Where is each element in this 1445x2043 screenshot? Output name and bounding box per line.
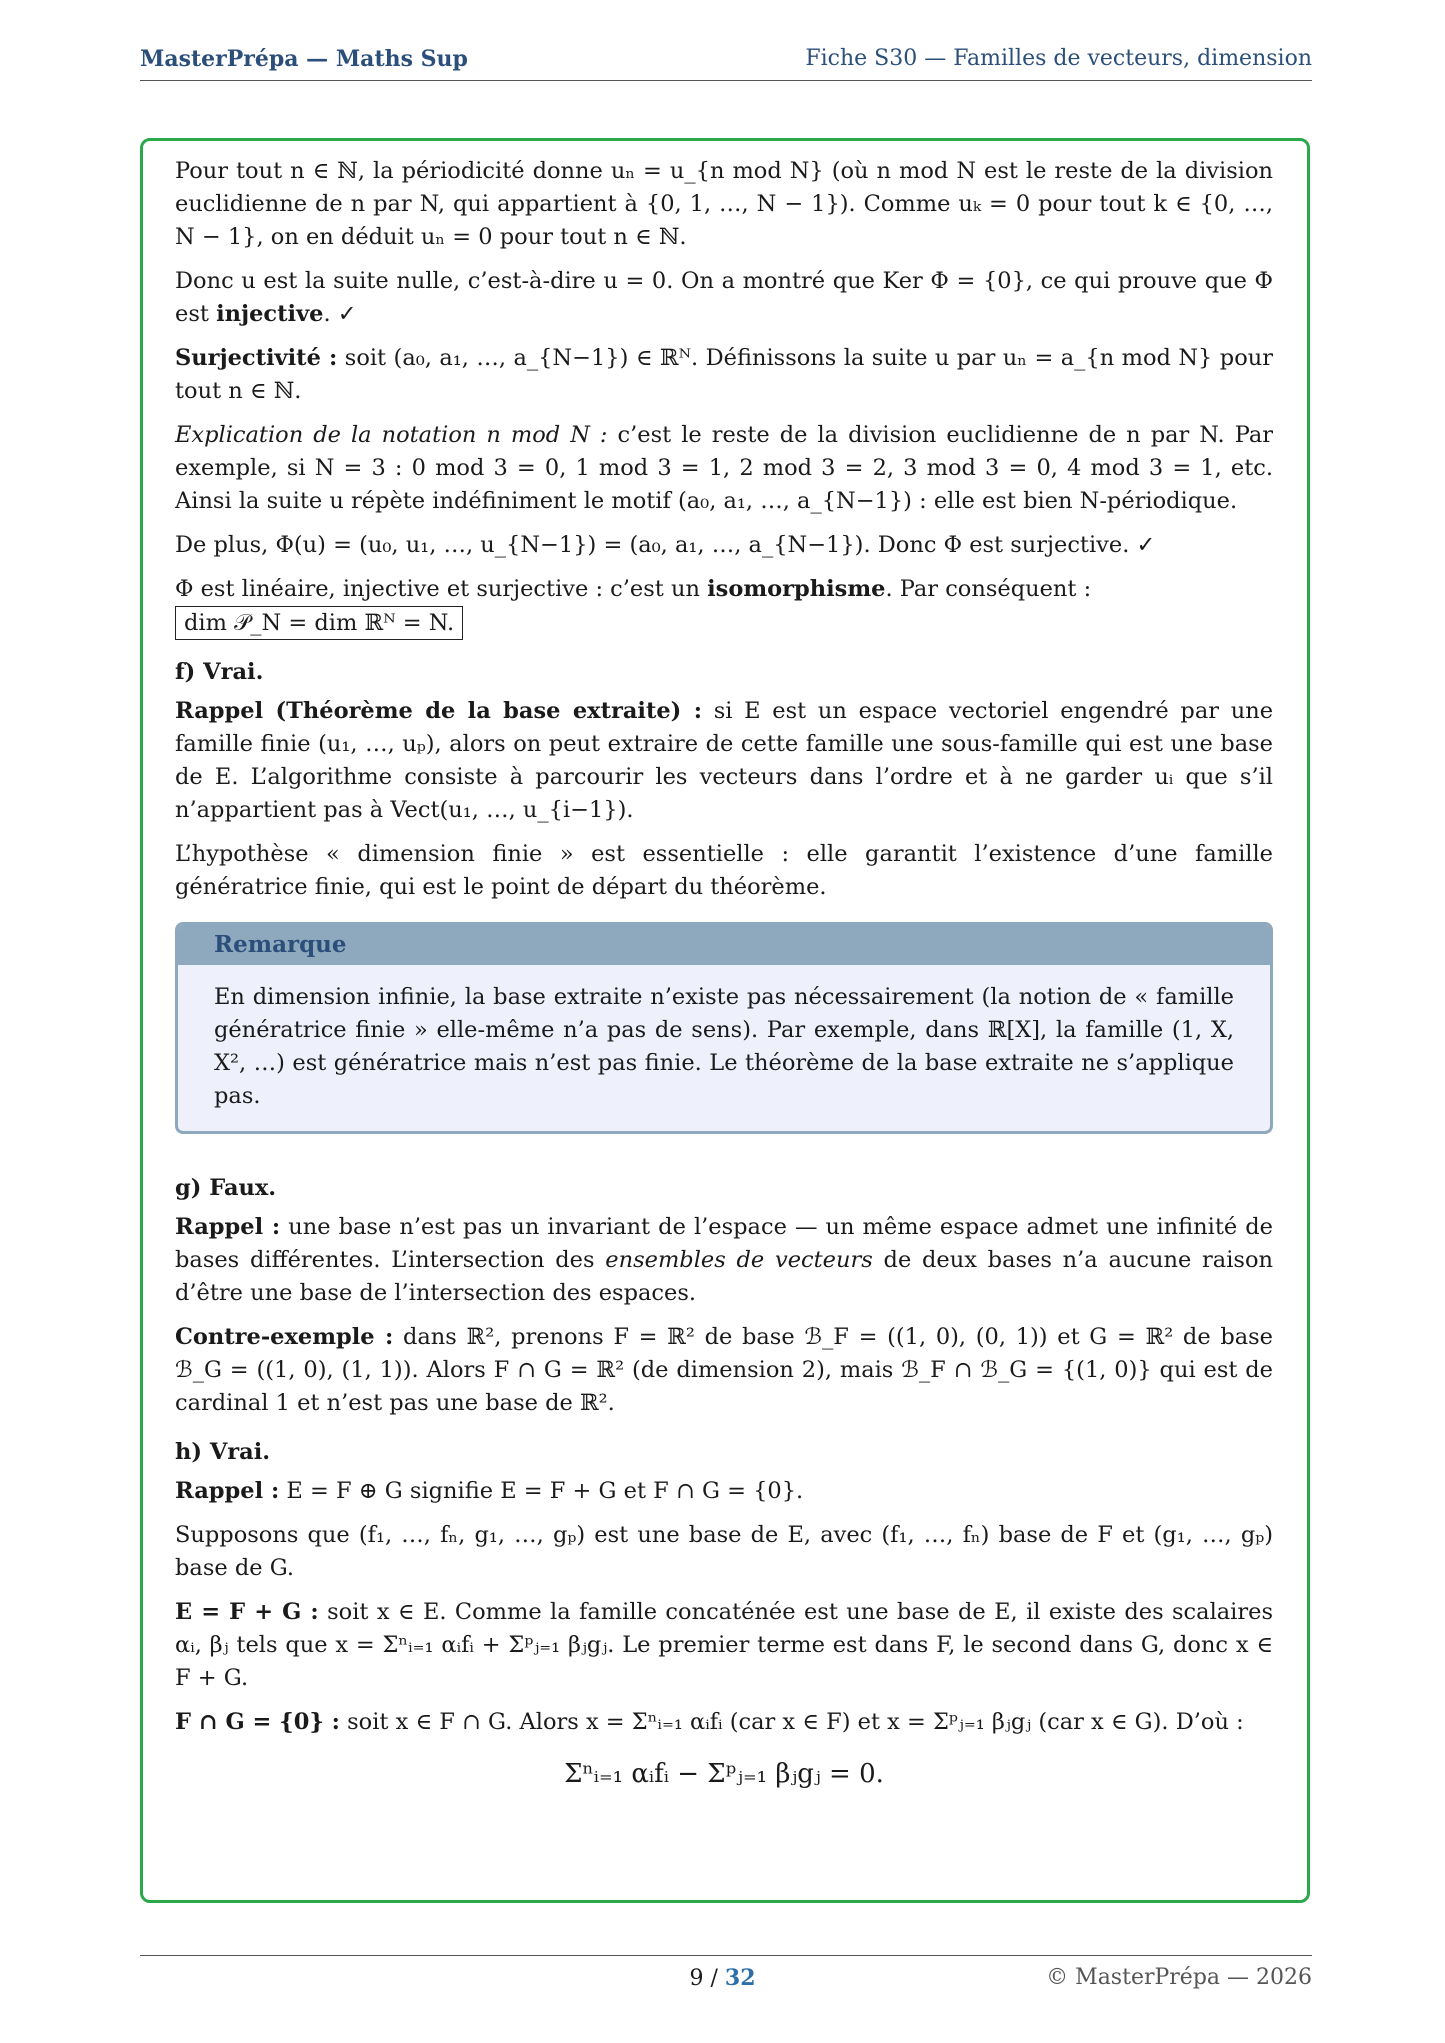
term-isomorphism: isomorphisme — [707, 576, 886, 602]
text: soit x ∈ E. Comme la famille concaténée est une base de E, il existe des scalaires αᵢ, βⱼ tels que x = Σⁿᵢ₌₁ αᵢfᵢ + Σᵖⱼ₌₁ βⱼgⱼ. Le premier terme est dans F, le second dans G, donc x ∈ F + G. — [175, 1599, 1273, 1691]
paragraph-injective — [175, 265, 1273, 331]
heading-f: f) Vrai. — [175, 659, 264, 685]
paragraph-h-sum — [175, 1596, 1273, 1695]
text: . Par conséquent : — [885, 576, 1092, 602]
document-body — [175, 155, 1273, 1798]
paragraph-h-rappel — [175, 1475, 1273, 1508]
text: soit x ∈ F ∩ G. Alors x = Σⁿᵢ₌₁ αᵢfᵢ (car x ∈ F) et x = Σᵖⱼ₌₁ βⱼgⱼ (car x ∈ G). D’où : — [339, 1709, 1244, 1735]
label-rappel: Rappel (Théorème de la base extraite) : — [175, 698, 703, 724]
page-header — [140, 44, 1312, 81]
check-mark: . ✓ — [323, 301, 357, 327]
label-rappel: Rappel : — [175, 1478, 280, 1504]
paragraph-notation — [175, 419, 1273, 518]
footer-copyright: © MasterPrépa — 2026 — [1046, 1965, 1312, 1990]
paragraph-f-rappel — [175, 695, 1273, 827]
label-intersection: F ∩ G = {0} : — [175, 1709, 340, 1735]
paragraph-surjectivity — [175, 342, 1273, 408]
page-separator: / — [703, 1966, 725, 1991]
text: c’est le reste de la division euclidienne de n par N. Par exemple, si N = 3 : 0 mod 3 = 0, 1 mod 3 = 1, 2 mod 3 = 2, 3 mod 3 = 0, 4 mod 3 = 1, etc. Ainsi la suite u répète indéfiniment le motif (a₀, a₁, …, a_{N−1}) : elle est bien N-périodique. — [175, 422, 1274, 514]
page-total: 32 — [724, 1965, 756, 1991]
remark-body: En dimension infinie, la base extraite n’existe pas nécessairement (la notion de « famille génératrice finie » elle-même n’a pas de sens). Par exemple, dans ℝ[X], la famille (1, X, X², …) est génératrice mais n’est pas finie. Le théorème de la base extraite ne s’applique pas. — [214, 984, 1234, 1109]
paragraph-phi-u: De plus, Φ(u) = (u₀, u₁, …, u_{N−1}) = (a₀, a₁, …, a_{N−1}). Donc Φ est surjective. ✓ — [175, 532, 1156, 558]
term-ensembles: ensembles de vecteurs — [605, 1247, 873, 1273]
paragraph-g-rappel — [175, 1211, 1273, 1310]
paragraph-h-intersection — [175, 1706, 1273, 1739]
paragraph-isomorphism — [175, 573, 1273, 640]
label-surjectivity: Surjectivité : — [175, 345, 338, 371]
label-notation: Explication de la notation n mod N : — [175, 422, 608, 448]
remark-title: Remarque — [178, 925, 1270, 965]
label-rappel: Rappel : — [175, 1214, 281, 1240]
text: Φ est linéaire, injective et surjective : c’est un — [175, 576, 708, 602]
text: Donc u est la suite nulle, c’est-à-dire u = 0. On a montré que Ker Φ = {0}, ce qui prouve que Φ est — [175, 268, 1273, 327]
header-brand: MasterPrépa — Maths Sup — [140, 46, 468, 72]
paragraph-f-hypothesis: L’hypothèse « dimension finie » est essentielle : elle garantit l’existence d’une famille génératrice finie, qui est le point de départ du théorème. — [175, 841, 1273, 900]
display-equation: Σⁿᵢ₌₁ αᵢfᵢ − Σᵖⱼ₌₁ βⱼgⱼ = 0. — [564, 1759, 884, 1789]
heading-g: g) Faux. — [175, 1175, 277, 1201]
footer-rule — [140, 1955, 1312, 1956]
header-sheet-title: Fiche S30 — Familles de vecteurs, dimension — [805, 46, 1312, 71]
paragraph-g-counterexample — [175, 1321, 1273, 1420]
heading-h: h) Vrai. — [175, 1439, 271, 1465]
boxed-result: dim 𝒫_N = dim ℝᴺ = N. — [175, 606, 463, 640]
label-counterexample: Contre-exemple : — [175, 1324, 394, 1350]
text: soit (a₀, a₁, …, a_{N−1}) ∈ ℝᴺ. Définissons la suite u par uₙ = a_{n mod N} pour tout n ∈ ℕ. — [175, 345, 1273, 404]
text: E = F ⊕ G signifie E = F + G et F ∩ G = {0}. — [279, 1478, 804, 1504]
text: si E est un espace vectoriel engendré par une famille finie (u₁, …, uₚ), alors on peut extraire de cette famille une sous-famille qui est une base de E. L’algorithme consiste à parcourir les vecteurs dans l’ordre et à ne garder uᵢ que s’il n’appartient pas à Vect(u₁, …, u_{i−1}). — [175, 698, 1274, 823]
text: de deux bases n’a aucune raison d’être une base de l’intersection des espaces. — [175, 1247, 1273, 1306]
label-sum: E = F + G : — [175, 1599, 319, 1625]
page-current: 9 — [689, 1966, 704, 1991]
paragraph-periodicity: Pour tout n ∈ ℕ, la périodicité donne uₙ = u_{n mod N} (où n mod N est le reste de la division euclidienne de n par N, qui appartient à {0, 1, …, N − 1}). Comme uₖ = 0 pour tout k ∈ {0, …, N − 1}, on en déduit uₙ = 0 pour tout n ∈ ℕ. — [175, 158, 1273, 250]
text: une base n’est pas un invariant de l’espace — un même espace admet une infinité de bases différentes. L’intersection des — [175, 1214, 1273, 1273]
remark-box — [175, 922, 1273, 1134]
paragraph-h-basis: Supposons que (f₁, …, fₙ, g₁, …, gₚ) est une base de E, avec (f₁, …, fₙ) base de F et (g₁, …, gₚ) base de G. — [175, 1522, 1273, 1581]
text: dans ℝ², prenons F = ℝ² de base ℬ_F = ((1, 0), (0, 1)) et G = ℝ² de base ℬ_G = ((1, 0), (1, 1)). Alors F ∩ G = ℝ² (de dimension 2), mais ℬ_F ∩ ℬ_G = {(1, 0)} qui est de cardinal 1 et n’est pas une base de ℝ². — [175, 1324, 1273, 1416]
term-injective: injective — [216, 301, 324, 327]
